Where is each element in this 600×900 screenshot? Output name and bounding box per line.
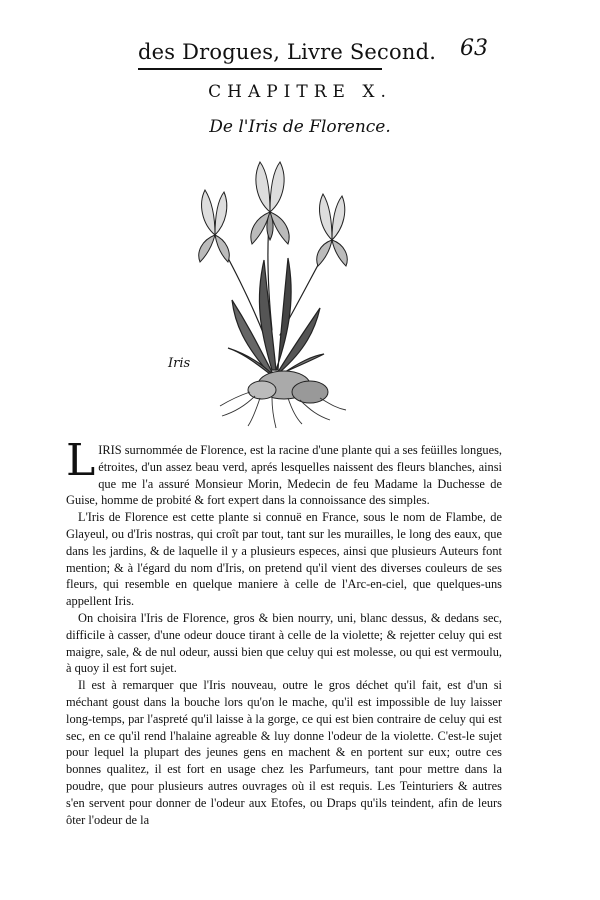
paragraph-3: On choisira l'Iris de Florence, gros & bien nourry, uni, blanc dessus, & dedans sec, difficile à casser, d'une odeur douce tirant à celle de la violette; & rejetter celuy qui est maigre, sale, & de nul odeur, aussi bien que celuy qui est molesse, ou qui est vermoulu, à quoy il est fort sujet.	[66, 610, 502, 676]
paragraph-4: Il est à remarquer que l'Iris nouveau, outre le gros déchet qu'il fait, est d'un si méchant goust dans la bouche lors qu'on le mache, qu'il est impossible de luy laisser long-temps, par l'aspreté qu'il laisse à la gorge, ce qui est bien contraire de celuy qui est sec, en ce qu'il rend l'halaine agreable & luy donne l'odeur de la violette. C'est-le sujet pour lequel la plupart des jeunes gens en machent & en portent sur eux; outre ces bonnes qualitez, il est fort en usage chez les Parfumeurs, tant pour mettre dans la poudre, que pour plusieurs autres ouvrages où il est requis. Les Teinturiers & autres s'en servent pour donner de l'odeur aux Etofes, ou Draps qu'ils teindent, afin de leurs ôter l'odeur de la	[66, 678, 502, 827]
chapter-title: De l'Iris de Florence.	[209, 117, 391, 137]
page-number: 63	[460, 36, 488, 61]
drop-cap: L	[66, 435, 96, 486]
paragraph-1	[66, 435, 502, 509]
chapter-number: CHAPITRE X.	[208, 82, 392, 102]
body-text	[66, 435, 502, 828]
running-head	[138, 36, 488, 70]
paragraph-1-text: IRIS surnommée de Florence, est la racine d'une plante qui a ses feüilles longues, étroites, d'un assez beau verd, aprés lesquelles naissent des fleurs blanches, ainsi que me l'a assuré Monsieur Morin, Medecin de feu Madame la Duchesse de Guise, homme de probité & fort expert dans la connoissance des simples.	[66, 443, 502, 508]
running-title: des Drogues, Livre Second.	[138, 40, 437, 64]
illustration-label: Iris	[168, 356, 191, 371]
paragraph-2: L'Iris de Florence est cette plante si connuë en France, sous le nom de Flambe, de Glayeul, ou d'Iris nostras, qui croît par tout, tant sur les murailles, le long des eaux, que dans les jardins, & de laquelle il y a plusieurs especes, ainsi que plusieurs Auteurs font mention; & à l'égard du nom d'Iris, on pretend qu'il vient des diverses couleurs de ses fleurs, qui resemble en quelque maniere à celle de l'Arc-en-ciel, que quelques-uns appellent Iris.	[66, 510, 502, 609]
header-rule	[138, 68, 382, 70]
iris-engraving	[160, 140, 390, 430]
